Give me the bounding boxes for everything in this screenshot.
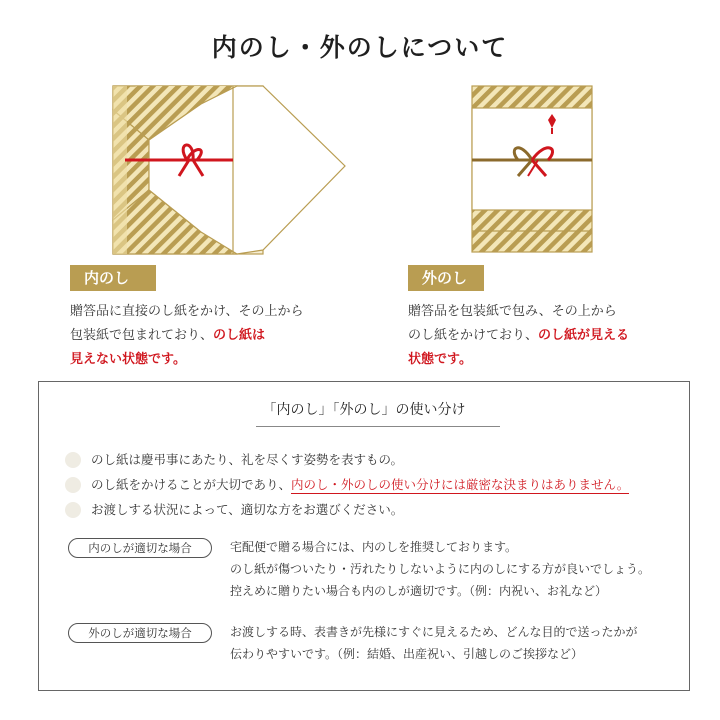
- uchinoshi-desc-emphasis1: のし紙は: [213, 328, 266, 343]
- sotonoshi-case-line: お渡しする時、表書きが先様にすぐに見えるため、どんな目的で送ったかが: [230, 625, 638, 639]
- uchinoshi-desc-emphasis2: 見えない状態です。: [70, 352, 186, 367]
- uchinoshi-case-text: [230, 536, 650, 602]
- bullet-dot-icon: [65, 452, 81, 468]
- usage-bullet: [65, 500, 403, 519]
- sotonoshi-desc-emphasis2: 状態です。: [408, 352, 472, 367]
- usage-bullet-text: のし紙は慶弔事にあたり、礼を尽くす姿勢を表すもの。: [91, 452, 404, 467]
- uchinoshi-desc-line1: 贈答品に直接のし紙をかけ、その上から: [70, 304, 304, 319]
- sotonoshi-description: [408, 300, 698, 372]
- usage-bullet-emphasis: 内のし・外のしの使い分けには厳密な決まりはありません。: [291, 477, 630, 492]
- sotonoshi-case-label: 外のしが適切な場合: [68, 623, 212, 643]
- usage-bullet: [65, 475, 629, 494]
- uchinoshi-illustration: [105, 80, 350, 258]
- sotonoshi-desc-emphasis1: のし紙が見える: [538, 328, 630, 343]
- uchinoshi-description: [70, 300, 360, 372]
- usage-heading: 「内のし」「外のし」の使い分け: [262, 402, 466, 418]
- uchinoshi-tag: 内のし: [70, 265, 156, 291]
- uchinoshi-case-line: のし紙が傷ついたり・汚れたりしないように内のしにする方が良いでしょう。: [230, 562, 651, 576]
- uchinoshi-case-line: 宅配便で贈る場合には、内のしを推奨しております。: [230, 540, 518, 554]
- page-title: 内のし・外のしについて: [211, 33, 509, 62]
- usage-bullet-text: のし紙をかけることが大切であり、: [91, 477, 292, 492]
- sotonoshi-case-text: [230, 621, 638, 665]
- usage-bullet: [65, 450, 403, 469]
- usage-box: [38, 381, 690, 691]
- usage-heading-underline: [256, 426, 500, 427]
- sotonoshi-illustration: [468, 84, 596, 254]
- usage-bullet-text: お渡しする状況によって、適切な方をお選びください。: [91, 502, 404, 517]
- bullet-dot-icon: [65, 502, 81, 518]
- sotonoshi-desc-line1: 贈答品を包装紙で包み、その上から: [408, 304, 617, 319]
- uchinoshi-desc-line2: 包装紙で包まれており、: [70, 328, 214, 343]
- sotonoshi-case-line: 伝わりやすいです。（例：結婚、出産祝い、引越しのご挨拶など）: [230, 647, 584, 661]
- sotonoshi-tag: 外のし: [408, 265, 484, 291]
- uchinoshi-case-line: 控えめに贈りたい場合も内のしが適切です。（例：内祝い、お礼など）: [230, 584, 608, 598]
- uchinoshi-case-label: 内のしが適切な場合: [68, 538, 212, 558]
- bullet-dot-icon: [65, 477, 81, 493]
- sotonoshi-desc-line2: のし紙をかけており、: [408, 328, 539, 343]
